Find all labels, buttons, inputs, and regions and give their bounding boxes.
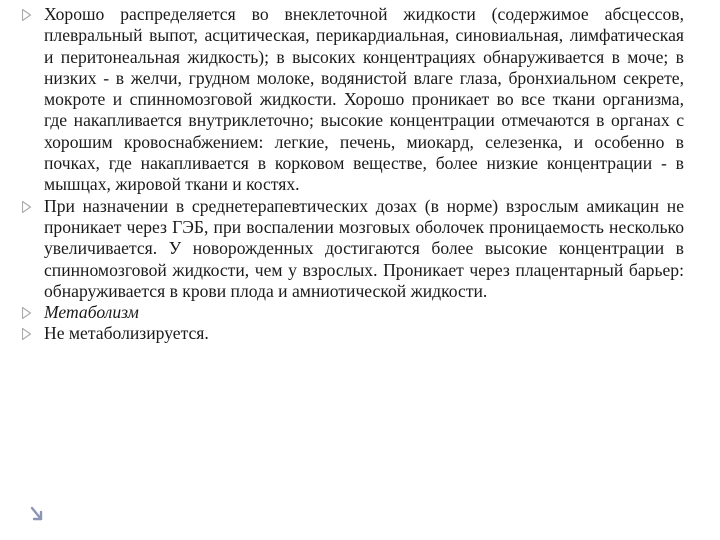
bullet-text: При назначении в среднетерапевтических дозах (в норме) взрослым амикацин не проникает через ГЭБ, при воспалении мозговых оболочек проницаемость несколько увеличивается. У новорожденных достигаются более высокие концентрации в спинномозговой жидкости, чем у взрослых. Проникает через плацентарный барьер: обнаруживается в крови плода и амниотической жидкости. <box>44 195 684 301</box>
bullet-text: Не метаболизируется. <box>44 323 209 344</box>
triangle-bullet-icon <box>22 328 31 340</box>
bullet-not-metabolized <box>22 323 684 344</box>
triangle-bullet-icon <box>22 9 31 21</box>
bullet-distribution <box>22 4 684 196</box>
triangle-bullet-icon <box>22 201 31 213</box>
bullet-metabolism-heading <box>22 302 684 323</box>
bullet-text: Хорошо распределяется во внеклеточной жидкости (содержимое абсцессов, плевральный выпот, асцитическая, перикардиальная, синовиальная, лимфатическая и перитонеальная жидкость); в высоких концентрациях обнаруживается в моче; в низких - в желчи, грудном молоке, водянистой влаге глаза, бронхиальном секрете, мокроте и спинномозговой жидкости. Хорошо проникает во все ткани организма, где накапливается внутриклеточно; высокие концентрации отмечаются в органах с хорошим кровоснабжением: легкие, печень, миокард, селезенка, и особенно в почках, где накапливается в корковом веществе, более низкие концентрации - в мышцах, жировой ткани и костях. <box>44 4 684 195</box>
bullet-text: Метаболизм <box>44 302 139 323</box>
slide-content <box>22 4 684 345</box>
nav-arrow-icon[interactable] <box>29 506 45 522</box>
bullet-penetration <box>22 196 684 302</box>
triangle-bullet-icon <box>22 307 31 319</box>
